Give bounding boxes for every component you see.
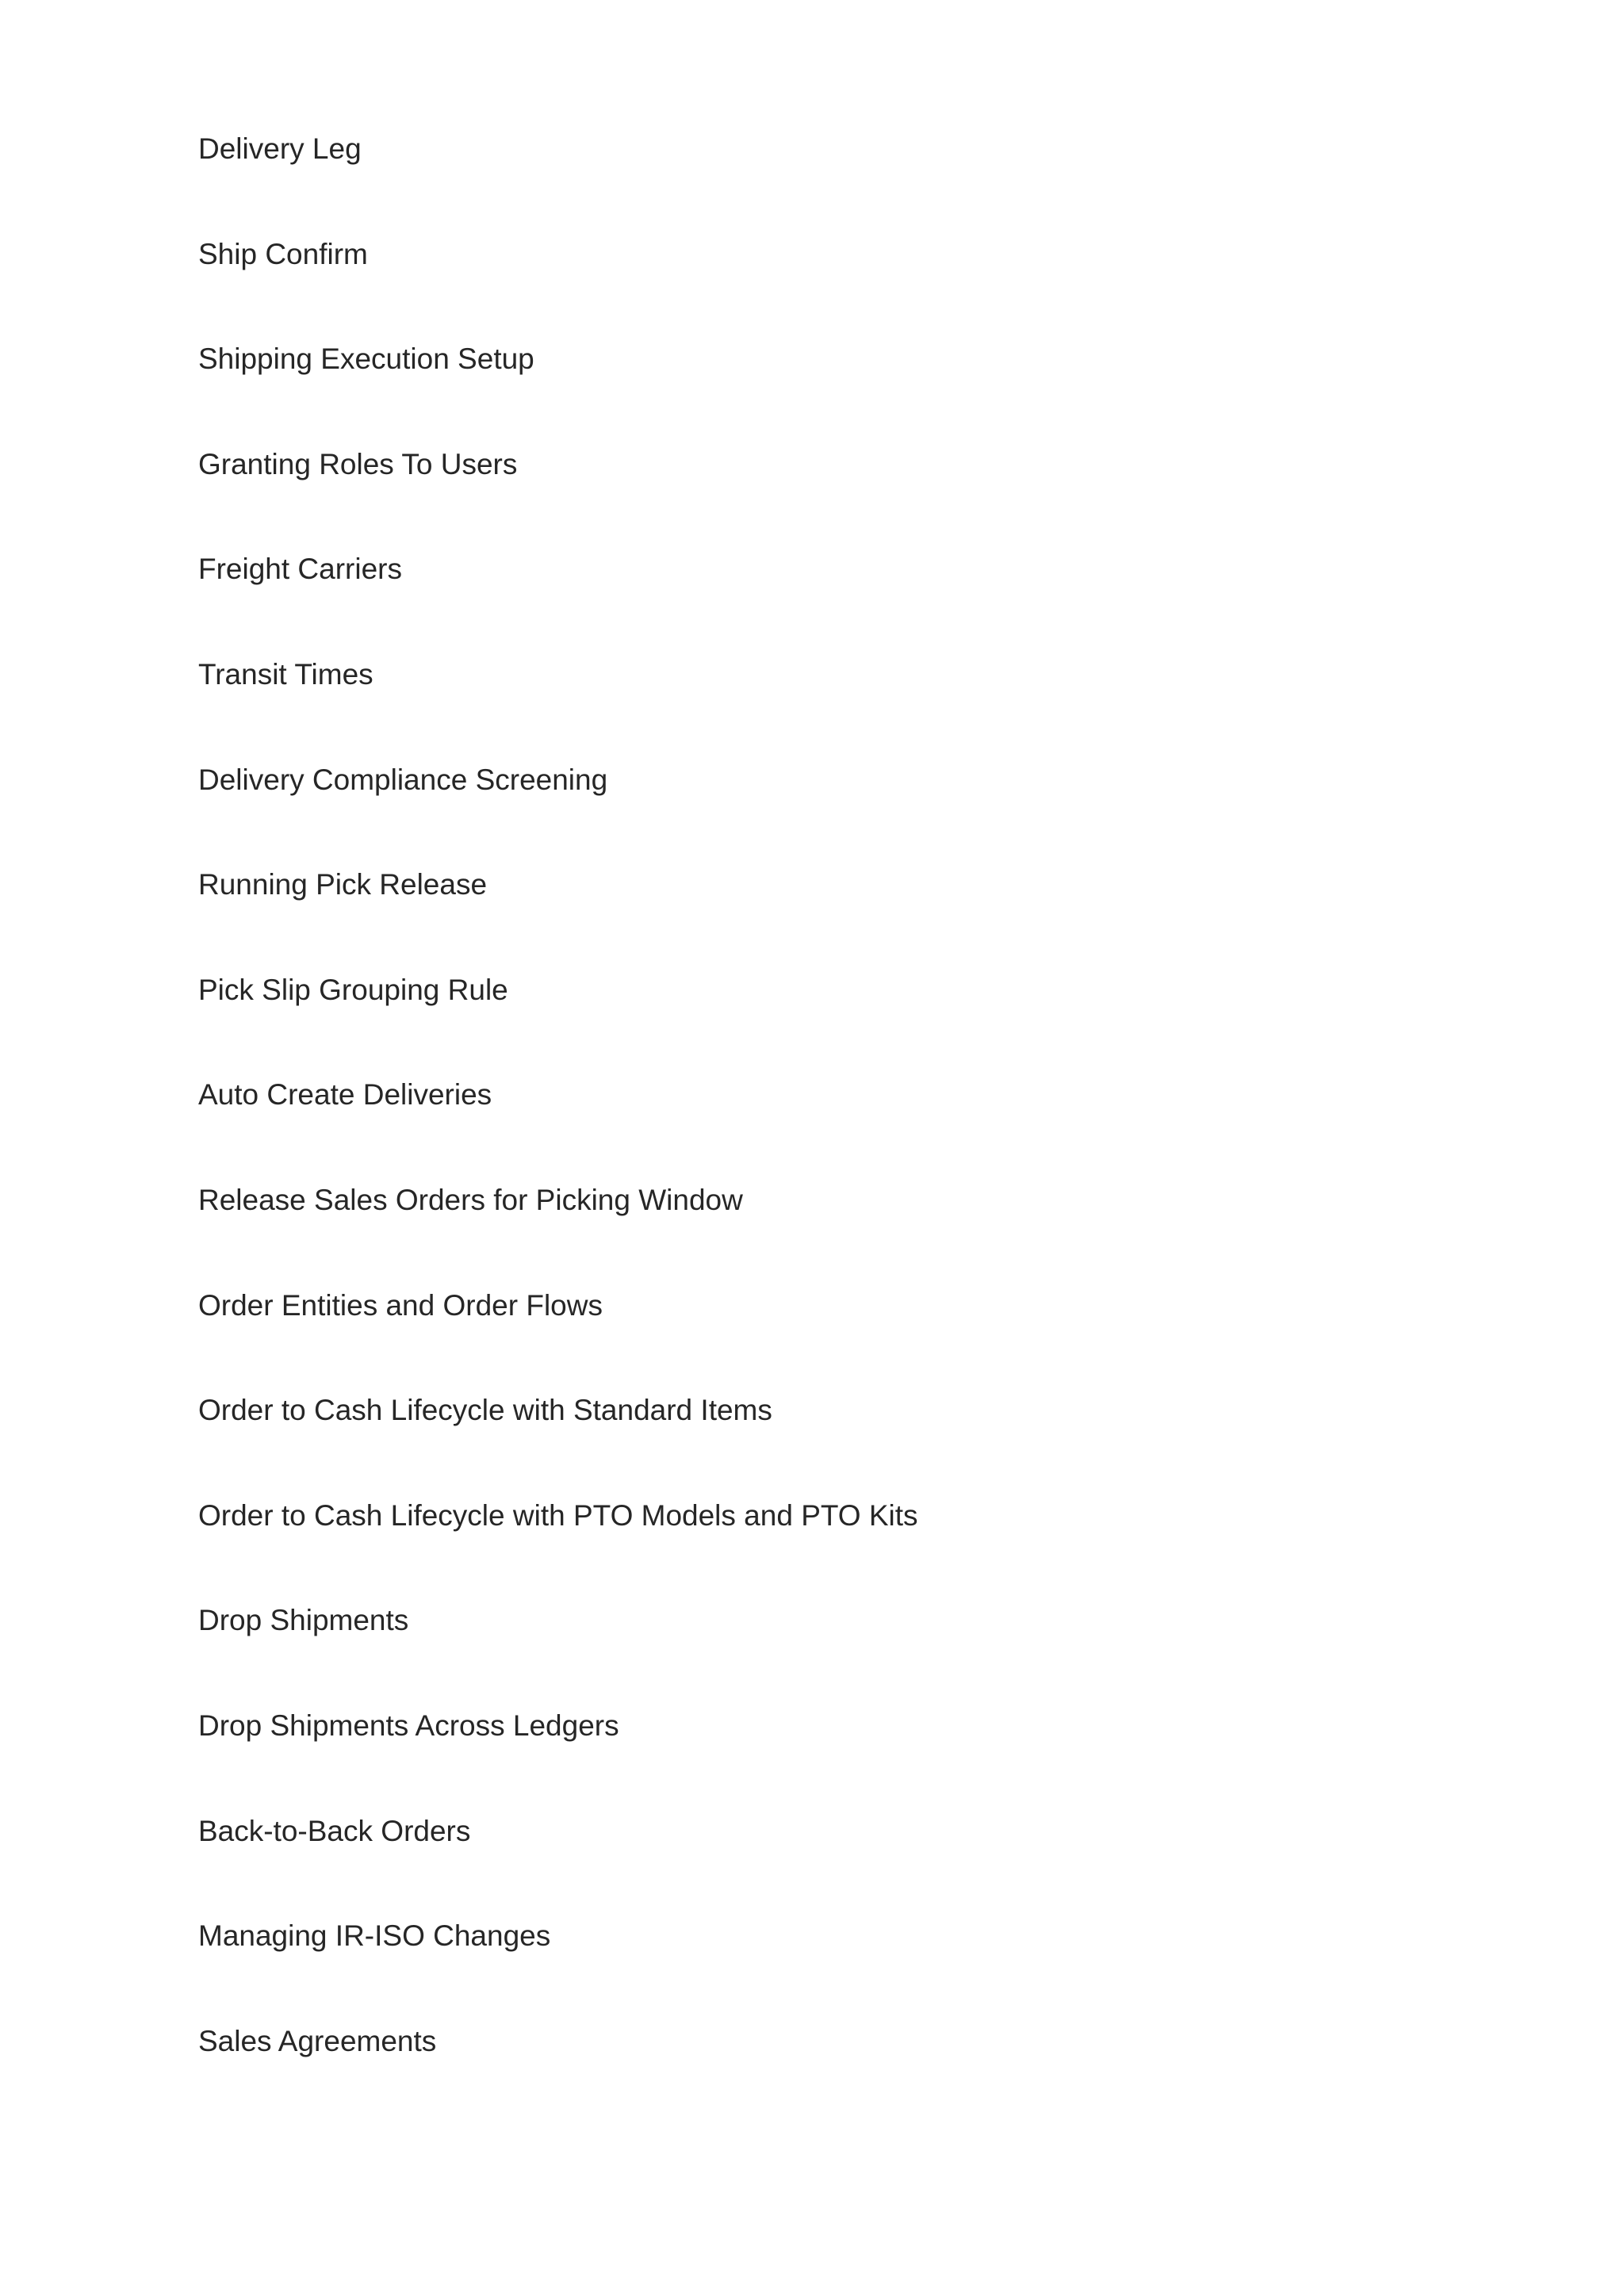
topic-item: Order Entities and Order Flows <box>198 1288 603 1322</box>
topic-item: Auto Create Deliveries <box>198 1078 492 1112</box>
topic-item: Ship Confirm <box>198 237 368 270</box>
topic-item: Order to Cash Lifecycle with PTO Models and PTO Kits <box>198 1498 918 1532</box>
topic-item: Delivery Compliance Screening <box>198 763 608 796</box>
topic-item: Release Sales Orders for Picking Window <box>198 1183 743 1216</box>
topic-item: Freight Carriers <box>198 553 402 586</box>
topic-item: Managing IR-ISO Changes <box>198 1919 551 1953</box>
topic-item: Back-to-Back Orders <box>198 1814 471 1847</box>
topic-item: Sales Agreements <box>198 2024 437 2057</box>
topic-list <box>198 127 918 2124</box>
topic-item: Drop Shipments Across Ledgers <box>198 1709 619 1742</box>
topic-item: Pick Slip Grouping Rule <box>198 973 508 1006</box>
topic-item: Order to Cash Lifecycle with Standard Items <box>198 1394 772 1427</box>
topic-item: Granting Roles To Users <box>198 447 518 480</box>
topic-item: Shipping Execution Setup <box>198 342 534 376</box>
topic-item: Transit Times <box>198 657 373 691</box>
topic-item: Drop Shipments <box>198 1604 409 1637</box>
topic-item: Delivery Leg <box>198 132 362 165</box>
topic-item: Running Pick Release <box>198 868 488 901</box>
